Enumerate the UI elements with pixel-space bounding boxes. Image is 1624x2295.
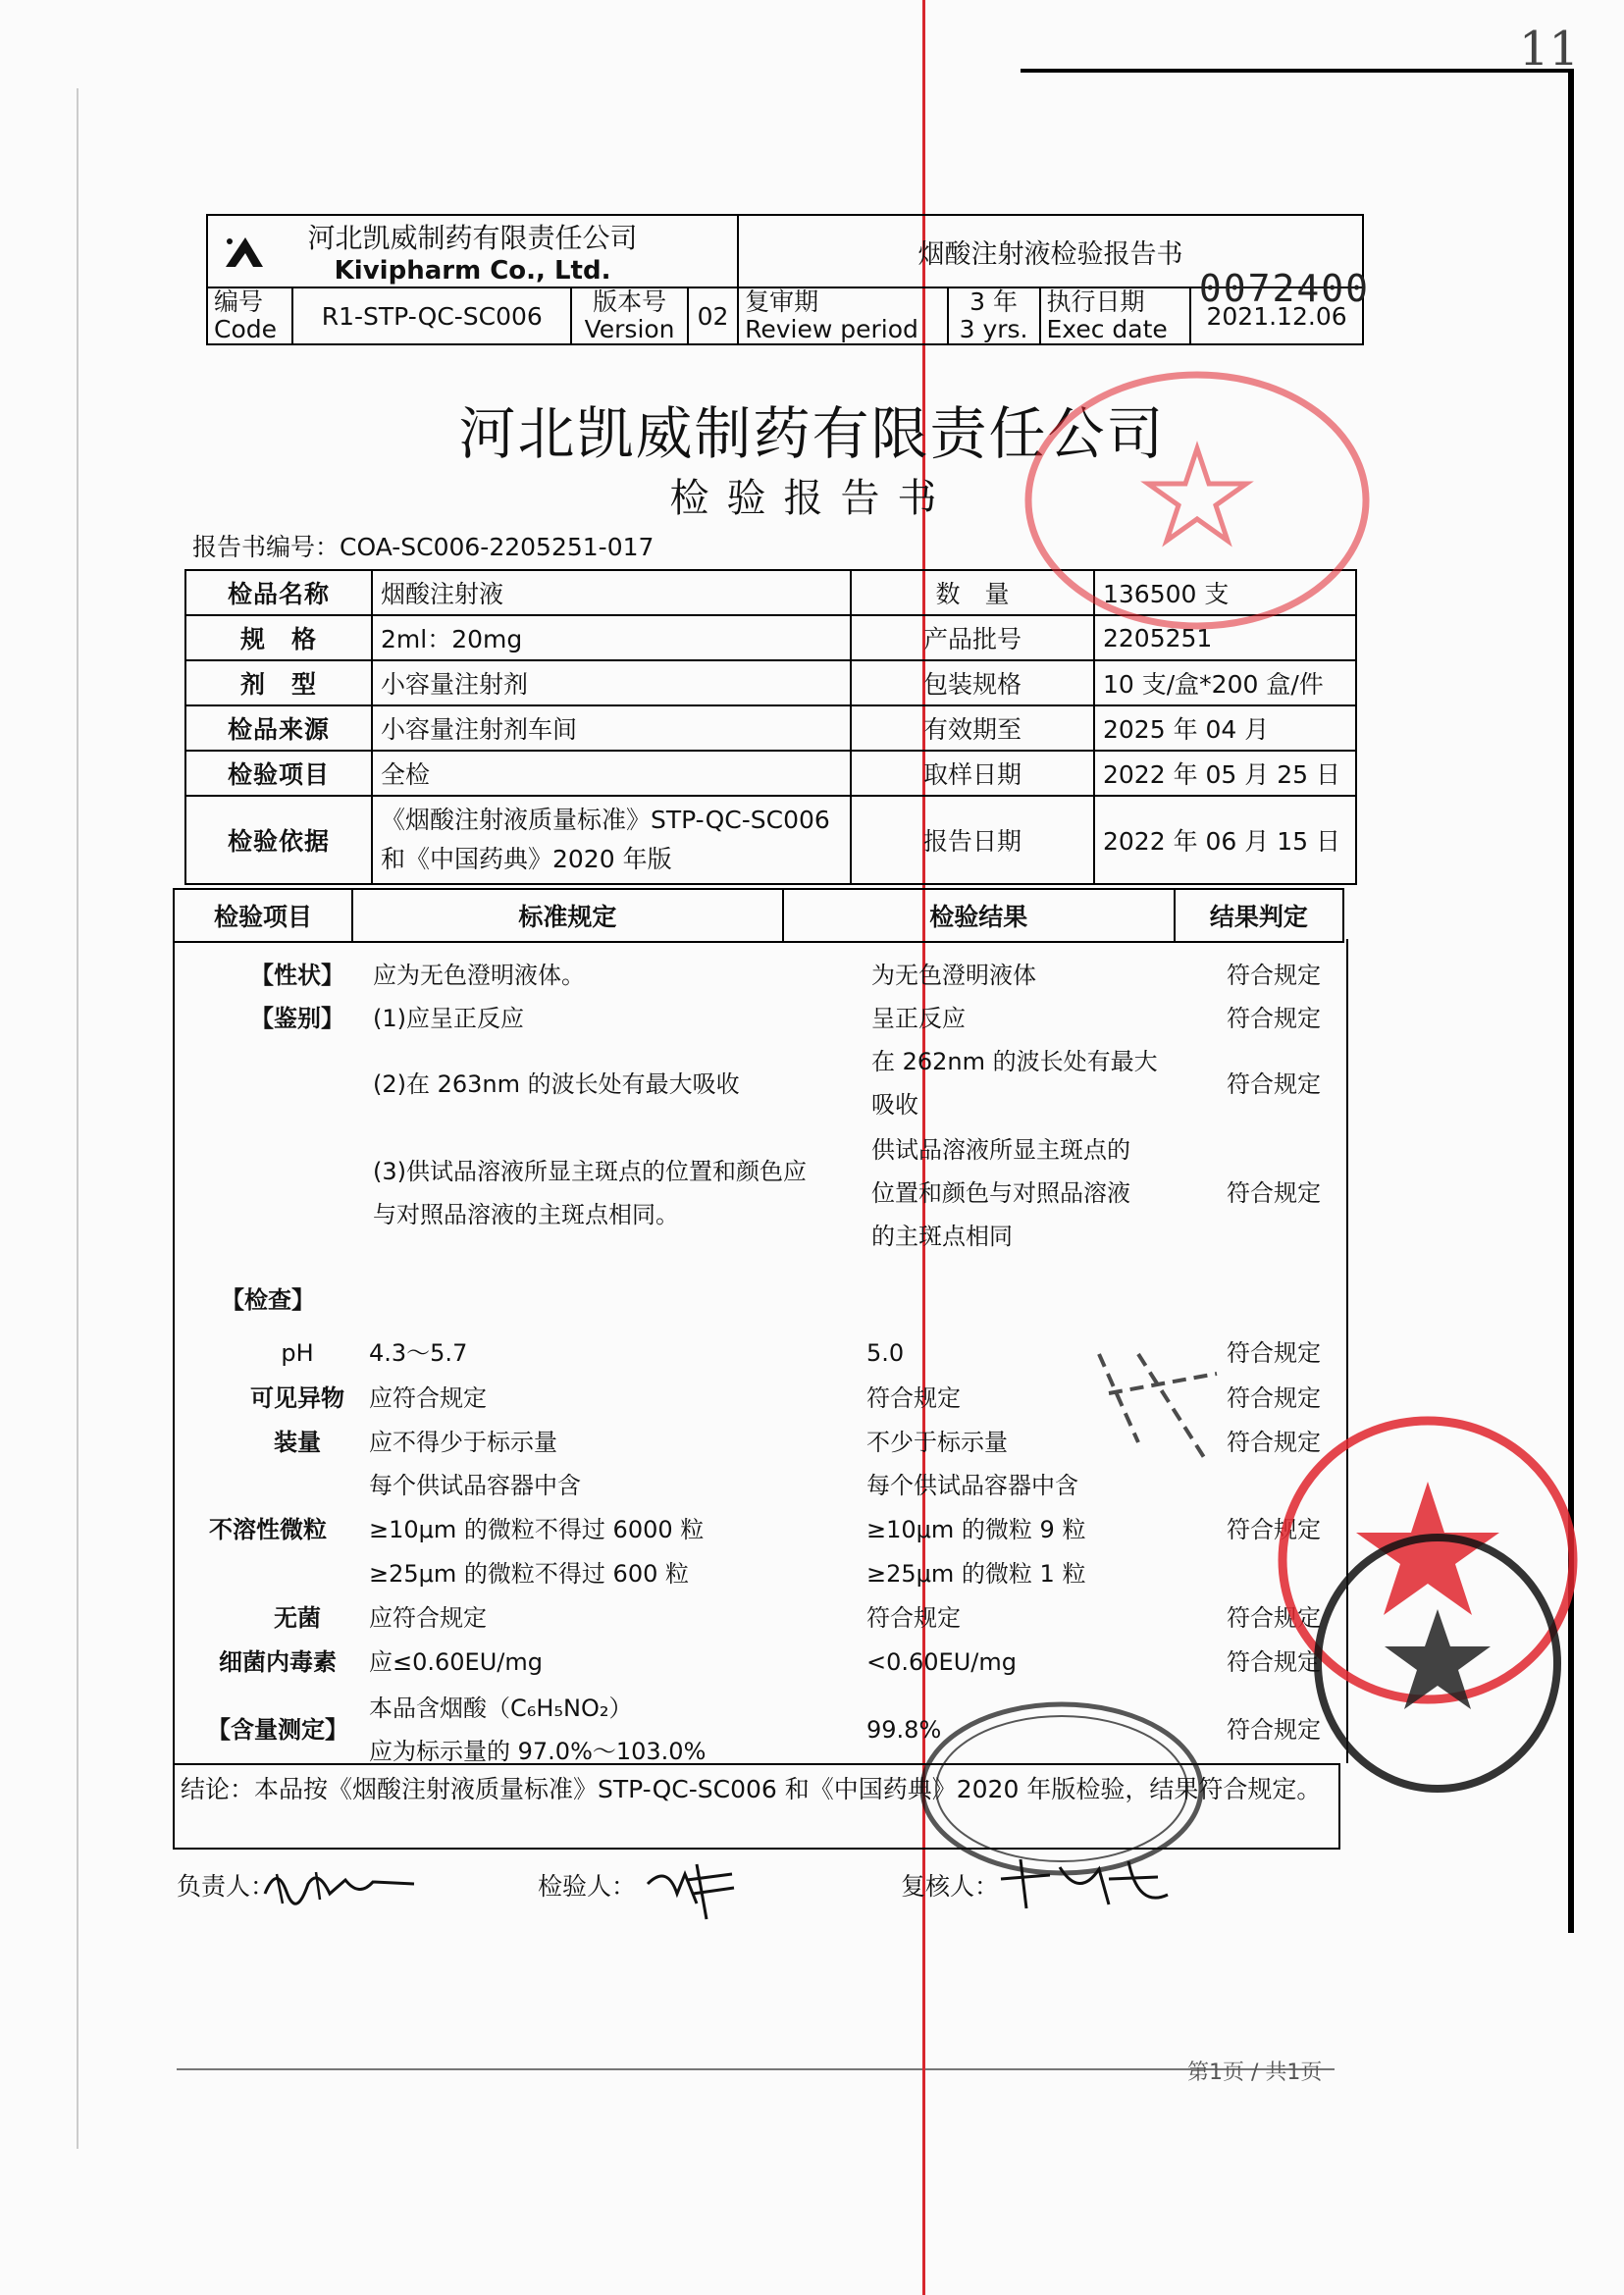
handwritten-mark-icon xyxy=(1079,1334,1236,1472)
inspector-label: 检验人： xyxy=(538,1872,637,1901)
doc-title: 烟酸注射液检验报告书 xyxy=(917,238,1183,270)
responsible-label: 负责人： xyxy=(177,1872,276,1901)
item-verdict: 符合规定 xyxy=(1227,1648,1321,1676)
item-result: 为无色澄明液体 xyxy=(871,962,1036,989)
col-header: 标准规定 xyxy=(352,889,783,942)
report-number: 报告书编号：COA-SC006-2205251-017 xyxy=(192,533,655,561)
item-name: 【鉴别】 xyxy=(250,1005,344,1032)
item-result: 不少于标示量 xyxy=(866,1429,1008,1456)
page-subtitle: 检验报告书 xyxy=(669,476,955,521)
item-result: 符合规定 xyxy=(866,1384,961,1412)
review-value: 3 年 3 yrs. xyxy=(948,287,1040,344)
item-result: 99.8% xyxy=(866,1716,942,1744)
item-result: 5.0 xyxy=(866,1339,905,1367)
item-verdict: 符合规定 xyxy=(1227,962,1321,989)
item-verdict: 符合规定 xyxy=(1227,1604,1321,1632)
review-label: 复审期 Review period xyxy=(738,287,948,344)
info-row: 剂 型 小容量注射剂 包装规格 10 支/盒*200 盒/件 xyxy=(185,660,1356,705)
item-result: 在 262nm 的波长处有最大 xyxy=(871,1048,1158,1075)
item-verdict: 符合规定 xyxy=(1227,1384,1321,1412)
item-result: ≥25μm 的微粒 1 粒 xyxy=(866,1560,1086,1588)
item-name: pH xyxy=(281,1339,314,1367)
item-standard: 应为标示量的 97.0%～103.0% xyxy=(369,1738,707,1765)
version-label: 版本号 Version xyxy=(571,287,688,344)
item-name: 可见异物 xyxy=(250,1384,344,1412)
item-standard: (1)应呈正反应 xyxy=(373,1005,524,1032)
item-result: 每个供试品容器中含 xyxy=(866,1472,1078,1499)
info-row: 规 格 2ml：20mg 产品批号 2205251 xyxy=(185,615,1356,660)
item-verdict: 符合规定 xyxy=(1227,1179,1321,1207)
item-standard: 应不得少于标示量 xyxy=(369,1429,557,1456)
item-result: 的主斑点相同 xyxy=(871,1223,1013,1250)
item-standard: (3)供试品溶液所显主斑点的位置和颜色应 xyxy=(373,1158,807,1185)
item-standard: 4.3～5.7 xyxy=(369,1339,468,1367)
item-verdict: 符合规定 xyxy=(1227,1516,1321,1543)
responsible-signature-icon xyxy=(257,1854,424,1913)
doc-title-cell xyxy=(738,215,1370,310)
version-value: 02 xyxy=(688,287,738,344)
scan-edge-bottom xyxy=(177,2068,1335,2070)
item-standard: 应≤0.60EU/mg xyxy=(369,1648,543,1676)
item-name: 【性状】 xyxy=(250,962,344,989)
item-section: 【检查】 xyxy=(221,1286,315,1314)
document-header xyxy=(206,214,1370,345)
item-standard: 本品含烟酸（C₆H₅NO₂） xyxy=(369,1695,633,1722)
item-result: ≥10μm 的微粒 9 粒 xyxy=(866,1516,1086,1543)
item-name: 细菌内毒素 xyxy=(219,1648,337,1676)
quality-dept-stamp-icon xyxy=(1021,368,1374,633)
code-value: R1-STP-QC-SC006 xyxy=(292,287,571,344)
conclusion: 结论：本品按《烟酸注射液质量标准》STP-QC-SC006 和《中国药典》2020 年版检验，结果符合规定。 xyxy=(173,1763,1340,1850)
results-table-header xyxy=(173,888,1344,943)
item-name: 装量 xyxy=(274,1429,321,1456)
info-row-basis: 检验依据 《烟酸注射液质量标准》STP-QC-SC006 和《中国药典》2020 年版 报告日期 2022 年 06 月 15 日 xyxy=(185,796,1356,884)
item-verdict: 符合规定 xyxy=(1227,1005,1321,1032)
item-verdict: 符合规定 xyxy=(1227,1716,1321,1744)
black-stamp-icon xyxy=(1310,1531,1565,1796)
item-result: 吸收 xyxy=(871,1091,918,1119)
item-standard: 应为无色澄明液体。 xyxy=(373,962,585,989)
item-result: 符合规定 xyxy=(866,1604,961,1632)
info-row: 检验项目 全检 取样日期 2022 年 05 月 25 日 xyxy=(185,751,1356,796)
item-verdict: 符合规定 xyxy=(1227,1070,1321,1098)
item-standard: ≥25μm 的微粒不得过 600 粒 xyxy=(369,1560,689,1588)
serial-number: 0072400 xyxy=(1198,267,1370,310)
scan-edge-top xyxy=(1021,69,1570,73)
company-logo-icon xyxy=(222,232,267,271)
basis-value: 《烟酸注射液质量标准》STP-QC-SC006 和《中国药典》2020 年版 xyxy=(372,796,851,884)
inspector-signature-icon xyxy=(638,1845,746,1923)
item-standard: 与对照品溶液的主斑点相同。 xyxy=(373,1201,679,1228)
exec-label: 执行日期 Exec date xyxy=(1040,287,1191,344)
item-verdict: 符合规定 xyxy=(1227,1429,1321,1456)
company-name-cn: 河北凯威制药有限责任公司 xyxy=(307,222,638,254)
item-verdict: 符合规定 xyxy=(1227,1339,1321,1367)
item-standard: 应符合规定 xyxy=(369,1384,487,1412)
item-name: 无菌 xyxy=(274,1604,321,1632)
company-cell xyxy=(207,215,738,287)
page-number: 第1页 / 共1页 xyxy=(1187,2060,1323,2085)
code-label: 编号 Code xyxy=(207,287,292,344)
item-name: 不溶性微粒 xyxy=(209,1516,327,1543)
item-result: <0.60EU/mg xyxy=(866,1648,1017,1676)
item-standard: ≥10μm 的微粒不得过 6000 粒 xyxy=(369,1516,705,1543)
item-standard: (2)在 263nm 的波长处有最大吸收 xyxy=(373,1070,740,1098)
reviewer-label: 复核人： xyxy=(901,1872,1000,1901)
item-standard: 应符合规定 xyxy=(369,1604,487,1632)
info-row: 检品来源 小容量注射剂车间 有效期至 2025 年 04 月 xyxy=(185,705,1356,751)
item-standard: 每个供试品容器中含 xyxy=(369,1472,581,1499)
inspection-stamp-icon xyxy=(915,1695,1209,1882)
corner-mark: 11 xyxy=(1519,22,1580,77)
item-result: 供试品溶液所显主斑点的 xyxy=(871,1136,1130,1164)
exec-value: 2021.12.06 xyxy=(1190,287,1363,344)
item-result: 位置和颜色与对照品溶液 xyxy=(871,1179,1130,1207)
company-name-en: Kivipharm Co., Ltd. xyxy=(334,256,611,286)
item-result: 呈正反应 xyxy=(871,1005,966,1032)
col-header: 检验结果 xyxy=(783,889,1175,942)
item-name: 【含量测定】 xyxy=(207,1716,348,1744)
info-row: 检品名称 烟酸注射液 数 量 136500 支 xyxy=(185,570,1356,615)
page-title: 河北凯威制药有限责任公司 xyxy=(458,400,1166,467)
col-header: 结果判定 xyxy=(1175,889,1343,942)
col-header: 检验项目 xyxy=(174,889,352,942)
